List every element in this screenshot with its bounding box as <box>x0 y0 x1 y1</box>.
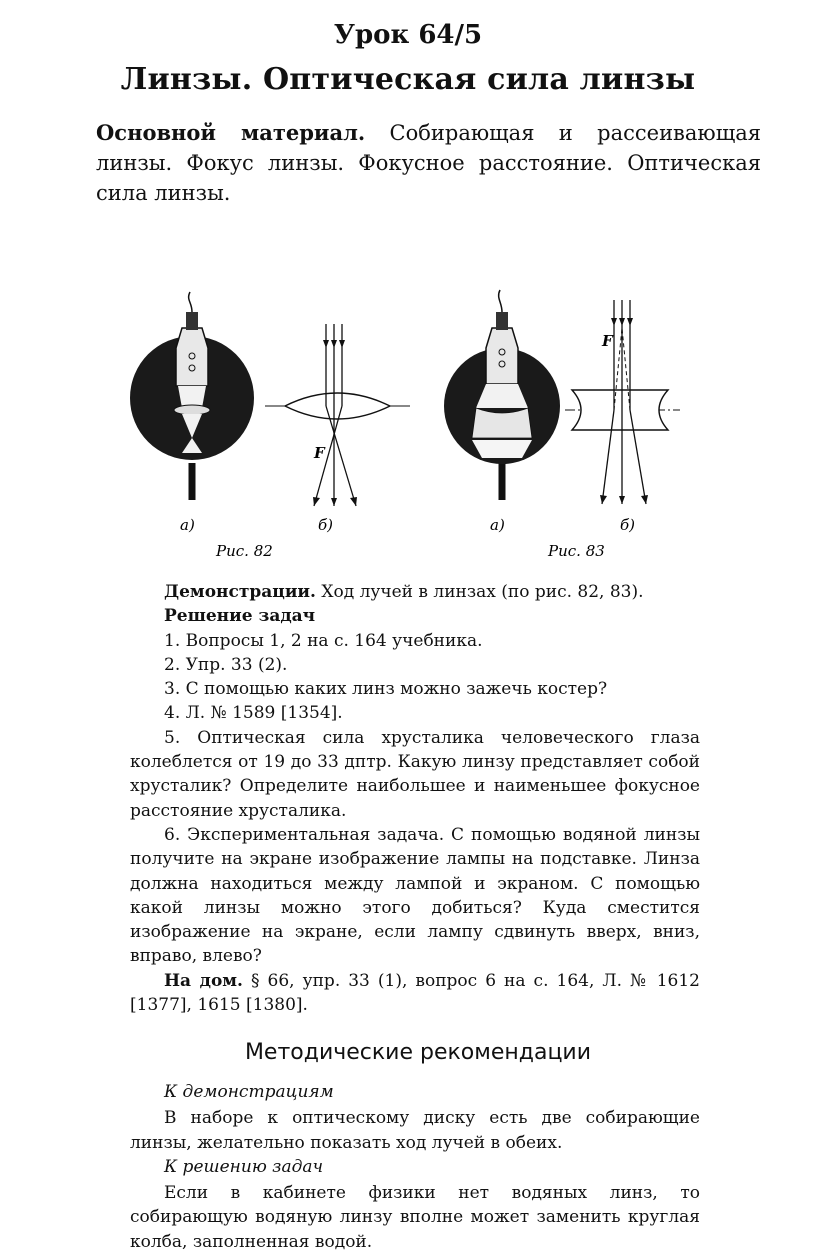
task-item: 6. Экспериментальная задача. С помощью водяной линзы получите на экране изображение лампы на подставке. Линза должна находиться между лампой и экраном. С помощью какой линзы можно этого добиться? Куда сместится изображение на экране, если лампу сдвинуть вверх, вниз, вправо, влево? <box>130 824 700 967</box>
fig82-caption: Рис. 82 <box>216 542 273 560</box>
method-section <box>130 1080 700 1254</box>
fig82b-converging-lens <box>265 324 410 506</box>
task-item: 1. Вопросы 1, 2 на с. 164 учебника. <box>164 630 483 651</box>
fig83-caption: Рис. 83 <box>548 542 605 560</box>
fig82-focus-label: F <box>314 444 325 462</box>
method-sub-demonstrations: К демонстрациям <box>164 1082 334 1102</box>
method-text-tasks: Если в кабинете физики нет водяных линз, то собирающую водяную линзу вполне может заменить круглая колба, заполненная водой. <box>130 1183 700 1252</box>
fig83a-optical-disk <box>444 290 560 500</box>
intro-paragraph <box>96 118 761 208</box>
task-item: 3. С помощью каких линз можно зажечь костер? <box>164 679 608 700</box>
intro-text: Собирающая и рассеивающая линзы. Фокус линзы. Фокусное расстояние. Оптическая сила линзы. <box>96 121 761 205</box>
task-item: 5. Оптическая сила хрусталика человеческого глаза колеблется от 19 до 33 дптр. Какую линзу представляет собой хрусталик? Определите наибольшее и наименьшее фокусное расстояние хрусталика. <box>130 727 700 821</box>
fig83b-diverging-lens <box>565 300 680 504</box>
lesson-title: Линзы. Оптическая сила линзы <box>120 62 696 97</box>
method-heading: Методические рекомендации <box>244 1040 592 1065</box>
fig83-label-b: б) <box>620 516 636 534</box>
method-sub-tasks: К решению задач <box>164 1156 324 1177</box>
figures-82-83 <box>120 268 680 568</box>
homework-line <box>130 969 700 1018</box>
method-text-demonstrations: В наборе к оптическому диску есть две собирающие линзы, желательно показать ход лучей в обеих. <box>130 1108 700 1153</box>
tasks-heading <box>130 604 700 628</box>
fig82-label-b: б) <box>318 516 334 534</box>
intro-label: Основной материал. <box>96 120 366 145</box>
tasks-heading-text: Решение задач <box>164 606 316 627</box>
demonstrations-text: Ход лучей в линзах (по рис. 82, 83). <box>315 582 644 602</box>
fig83-label-a: а) <box>490 516 505 534</box>
task-item: 4. Л. № 1589 [1354]. <box>164 703 343 724</box>
fig82-label-a: а) <box>180 516 195 534</box>
lesson-body <box>130 580 700 1017</box>
homework-text: § 66, упр. 33 (1), вопрос 6 на с. 164, Л. № 1612 [1377], 1615 [1380]. <box>130 970 700 1016</box>
lesson-number: Урок 64/5 <box>333 20 483 50</box>
optics-figures <box>120 268 680 568</box>
fig83-focus-label: F <box>602 332 613 350</box>
fig82a-optical-disk <box>130 292 254 500</box>
demonstrations-line <box>130 580 700 604</box>
demonstrations-label: Демонстрации. <box>164 582 316 602</box>
homework-label: На дом. <box>164 970 243 991</box>
task-item: 2. Упр. 33 (2). <box>164 654 288 675</box>
